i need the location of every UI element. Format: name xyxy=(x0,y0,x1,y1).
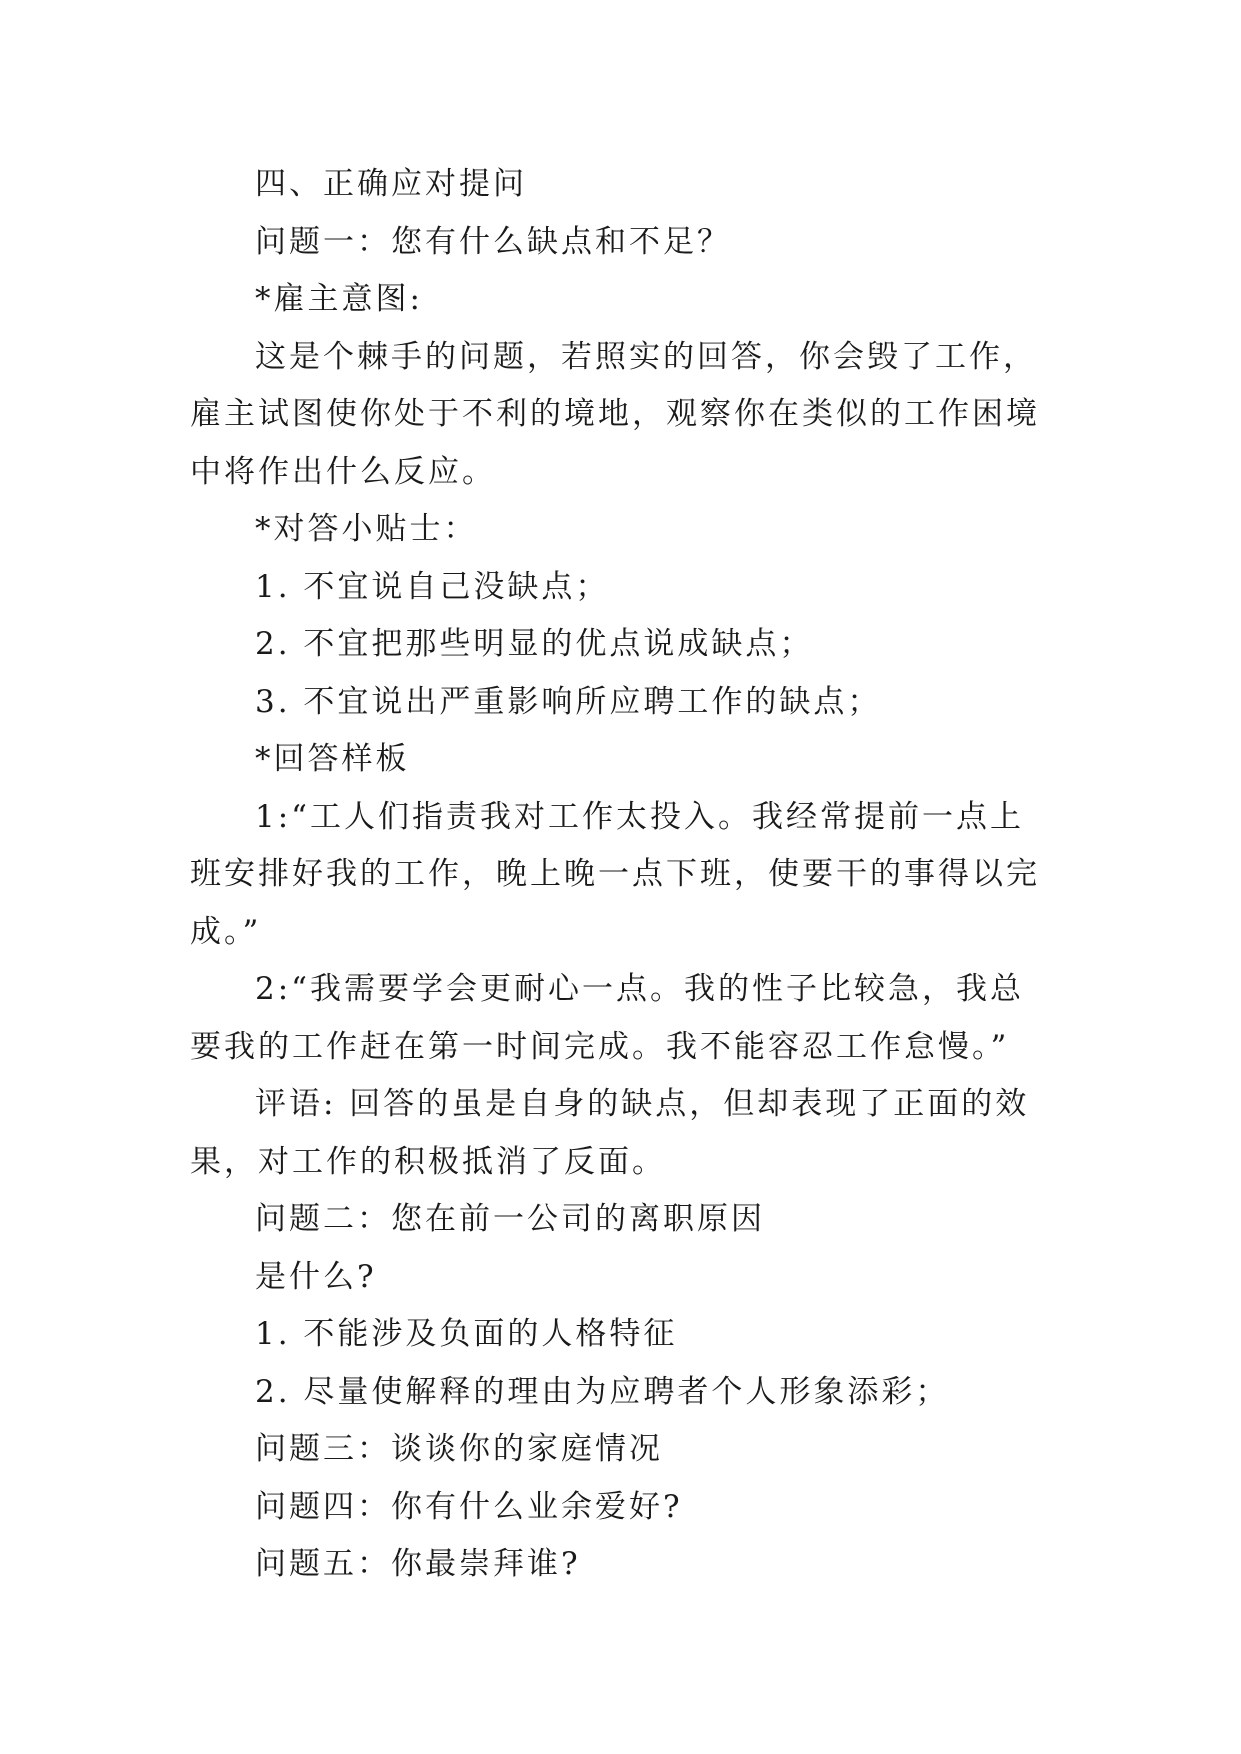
sample-answer-paragraph: 2:“我需要学会更耐心一点。我的性子比较急，我总要我的工作赶在第一时间完成。我不能容忍工作怠慢。” xyxy=(190,971,1025,1065)
question-two: 问题二：您在前一公司的离职原因 xyxy=(255,1201,765,1237)
employer-intent-heading: *雇主意图: xyxy=(255,281,423,317)
question-two-continued: 是什么? xyxy=(255,1258,377,1295)
question-three: 问题三：谈谈你的家庭情况 xyxy=(255,1431,663,1467)
question-four: 问题四：你有什么业余爱好? xyxy=(255,1488,683,1525)
tip-item: 1. 不宜说自己没缺点； xyxy=(255,568,610,605)
guideline-item: 1. 不能涉及负面的人格特征 xyxy=(255,1316,678,1352)
sample-answers-heading: *回答样板 xyxy=(255,741,410,777)
document-body xyxy=(190,156,1056,1594)
question-one: 问题一：您有什么缺点和不足？ xyxy=(255,223,731,260)
answer-tips-heading: *对答小贴士： xyxy=(255,511,478,547)
tip-item: 3. 不宜说出严重影响所应聘工作的缺点； xyxy=(255,683,882,720)
sample-answer-paragraph: 1:“工人们指责我对工作太投入。我经常提前一点上班安排好我的工作，晚上晚一点下班，使要干的事得以完成。” xyxy=(190,798,1040,950)
guideline-item: 2. 尽量使解释的理由为应聘者个人形象添彩； xyxy=(255,1373,950,1410)
question-five: 问题五：你最崇拜谁? xyxy=(255,1546,581,1582)
employer-intent-paragraph: 这是个棘手的问题，若照实的回答，你会毁了工作，雇主试图使你处于不利的境地，观察你在类似的工作困境中将作出什么反应。 xyxy=(190,338,1040,490)
tip-item: 2. 不宜把那些明显的优点说成缺点； xyxy=(255,626,814,662)
comment-paragraph: 评语: 回答的虽是自身的缺点，但却表现了正面的效果，对工作的积极抵消了反面。 xyxy=(190,1086,1030,1180)
section-heading: 四、正确应对提问 xyxy=(255,166,527,202)
